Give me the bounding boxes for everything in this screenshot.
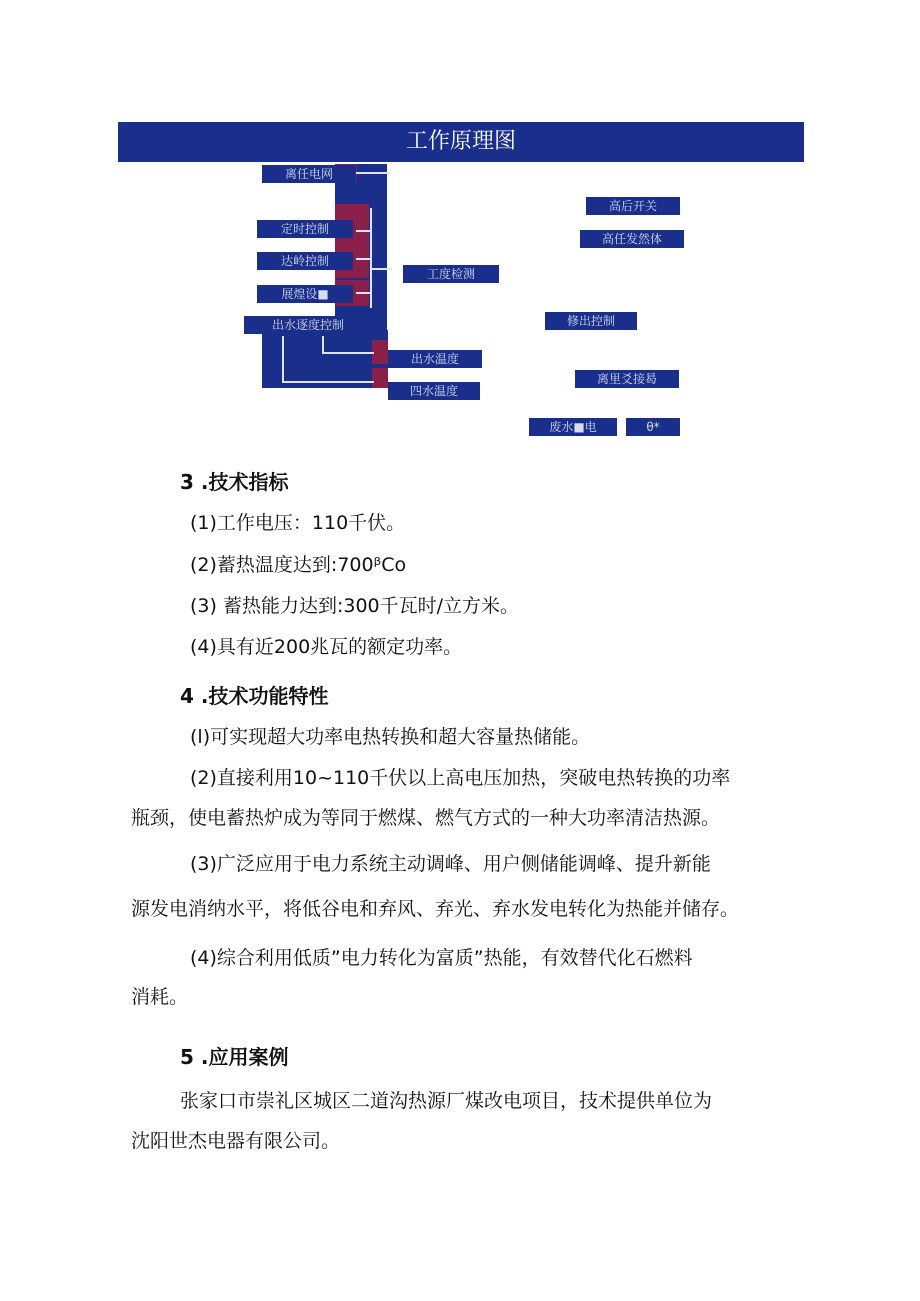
node-high-voltage-switch: 高后开关 <box>586 197 680 215</box>
node-outlet-temperature: 出水温度 <box>388 350 482 368</box>
diagram-bar-6 <box>372 368 388 388</box>
node-outlet-speed-control: 出水逐度控制 <box>244 316 372 334</box>
connector-line <box>370 268 392 270</box>
node-grid: 离任电网 <box>262 165 356 183</box>
section-3-item-4: (4)具有近200兆瓦的额定功率。 <box>190 636 463 658</box>
section-4-paragraph-1: (l)可实现超大功率电热转换和超大容量热储能。 <box>190 726 591 748</box>
node-setting: 展煌设■ <box>257 285 353 303</box>
diagram-title: 工作原理图 <box>118 122 804 162</box>
section-3-item-3: (3) 蓄热能力达到:300千瓦时/立方米。 <box>190 595 520 617</box>
node-heating-element: 高任发然体 <box>580 230 684 248</box>
diagram-bottom-panel <box>262 330 388 388</box>
section-4-paragraph-4-line-1: (4)综合利用低质”电力转化为富质”热能，有效替代化石燃料 <box>190 947 693 969</box>
node-heat-exchanger: 离里爻接曷 <box>575 370 679 388</box>
connector-line <box>322 352 374 354</box>
section-4-paragraph-2-line-1: (2)直接利用10~110千伏以上高电压加热，突破电热转换的功率 <box>190 767 731 789</box>
connector-line <box>370 208 372 308</box>
connector-line <box>356 230 370 232</box>
connector-line <box>282 381 374 383</box>
node-return-temperature: 四水温度 <box>388 382 480 400</box>
section-5-paragraph-line-1: 张家口市崇礼区城区二道沟热源厂煤改电项目，技术提供单位为 <box>180 1090 713 1112</box>
section-4-heading: 4 .技术功能特性 <box>180 684 329 708</box>
node-waste-water: 废水■电 <box>529 418 617 436</box>
diagram-bar-5 <box>372 340 388 364</box>
node-peak-control: 达岭控制 <box>257 252 353 270</box>
connector-line <box>356 172 390 174</box>
section-4-paragraph-4-line-2: 消耗。 <box>131 986 189 1008</box>
section-4-paragraph-3-line-2: 源发电消纳水平，将低谷电和弃风、弃光、弃水发电转化为热能并储存。 <box>131 898 740 920</box>
node-theta: θ* <box>626 418 680 436</box>
section-4-paragraph-3-line-1: (3)广泛应用于电力系统主动调峰、用户侧储能调峰、提升新能 <box>190 853 711 875</box>
section-5-paragraph-line-2: 沈阳世杰电器有限公司。 <box>131 1130 341 1152</box>
section-3-item-1: (1)工作电压：110千伏。 <box>190 512 406 534</box>
node-output-control: 修出控制 <box>545 312 637 330</box>
connector-line <box>356 258 370 260</box>
section-4-paragraph-2-line-2: 瓶颈，使电蓄热炉成为等同于燃煤、燃气方式的一种大功率清洁热源。 <box>131 807 721 829</box>
section-3-heading: 3 .技术指标 <box>180 470 289 494</box>
section-5-heading: 5 .应用案例 <box>180 1045 289 1069</box>
node-temperature-detection: 工度检测 <box>403 265 499 283</box>
connector-line <box>356 292 370 294</box>
node-timer-control: 定时控制 <box>257 220 353 238</box>
connector-line <box>282 336 284 382</box>
section-3-item-2: (2)蓄热温度达到:700ᵝCo <box>190 554 407 576</box>
